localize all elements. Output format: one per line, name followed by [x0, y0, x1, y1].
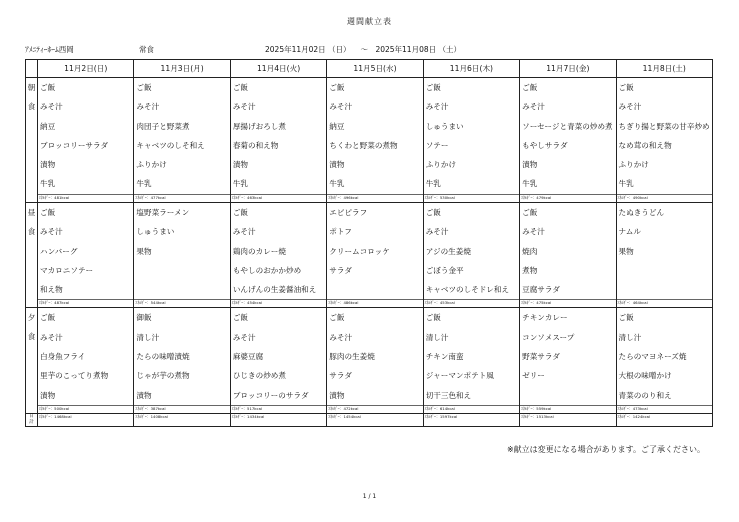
menu-item	[617, 280, 712, 299]
menu-item: みそ汁	[329, 102, 353, 112]
menu-item: なめ茸の和え物	[618, 140, 672, 150]
energy-value: ｴﾈﾙｷﾞｰ：454kcal	[231, 299, 326, 306]
menu-item: みそ汁	[232, 332, 256, 342]
menu-item: 果物	[618, 246, 634, 256]
menu-item: ご飯	[136, 83, 152, 92]
day-header: 11月8日(土)	[616, 60, 712, 78]
menu-cell	[134, 202, 230, 307]
energy-value: ｴﾈﾙｷﾞｰ：486kcal	[327, 299, 422, 306]
menu-item: いんげんの生姜醤油和え	[232, 285, 317, 295]
menu-item: みそ汁	[522, 102, 545, 112]
menu-item: みそ汁	[425, 102, 449, 112]
menu-item: 漬物	[232, 160, 249, 170]
menu-item: ご飯	[40, 207, 56, 217]
page-title: 週間献立表	[347, 17, 392, 26]
energy-value: ｴﾈﾙｷﾞｰ：500kcal	[38, 405, 133, 412]
menu-item: 清し汁	[618, 332, 642, 342]
energy-value: ｴﾈﾙｷﾞｰ：487kcal	[38, 299, 133, 306]
menu-item: ブロッコリーサラダ	[40, 140, 109, 150]
menu-item: みそ汁	[40, 227, 63, 237]
day-header-row	[26, 60, 713, 78]
menu-item: たらの味噌漬焼	[136, 351, 190, 361]
menu-cell	[520, 308, 616, 413]
menu-cell	[616, 202, 712, 307]
menu-item: 和え物	[40, 285, 63, 295]
menu-item: みそ汁	[232, 227, 256, 237]
meal-type: 常食	[139, 45, 154, 54]
change-notice: ※献立は変更になる場合があります。ご了承ください。	[506, 445, 705, 454]
menu-item: ご飯	[232, 207, 249, 217]
menu-cell	[38, 202, 134, 307]
menu-item: 果物	[136, 246, 152, 256]
energy-value: ｴﾈﾙｷﾞｰ：387kcal	[134, 405, 229, 412]
menu-item: 切干三色和え	[425, 390, 472, 400]
menu-item: みそ汁	[522, 227, 545, 237]
energy-value: ｴﾈﾙｷﾞｰ：517kcal	[231, 405, 326, 412]
menu-item: 御飯	[136, 313, 152, 323]
menu-item: 塩野菜ラーメン	[136, 207, 190, 217]
menu-item: 牛乳	[232, 179, 249, 189]
menu-item: ご飯	[40, 313, 56, 323]
menu-cell	[230, 202, 326, 307]
menu-item: みそ汁	[329, 332, 353, 342]
day-header: 11月6日(木)	[423, 60, 519, 78]
menu-item: ポトフ	[329, 227, 352, 237]
energy-value: ｴﾈﾙｷﾞｰ：496kcal	[327, 194, 422, 201]
menu-item: 牛乳	[618, 179, 634, 189]
menu-item: みそ汁	[40, 102, 63, 112]
menu-item: 厚揚げおろし煮	[232, 121, 286, 131]
menu-cell	[520, 78, 616, 203]
menu-item: たらのマヨネーズ焼	[618, 351, 687, 361]
menu-item: ナムル	[618, 227, 641, 237]
menu-cell	[616, 308, 712, 413]
meal-label: 昼 食	[26, 202, 38, 307]
menu-cell	[230, 308, 326, 413]
menu-item: 牛乳	[522, 179, 538, 189]
menu-item: 豆腐サラダ	[522, 285, 561, 295]
energy-value: ｴﾈﾙｷﾞｰ：453kcal	[424, 299, 519, 306]
energy-value: ｴﾈﾙｷﾞｰ：559kcal	[520, 405, 615, 412]
menu-item: マカロニソテー	[40, 265, 94, 275]
menu-item: ひじきの炒め煮	[232, 371, 286, 381]
daily-total: ｴﾈﾙｷﾞｰ：1408kcal	[134, 413, 230, 426]
day-header: 11月2日(日)	[38, 60, 134, 78]
menu-item: ふりかけ	[136, 160, 167, 170]
menu-item: しゅうまい	[136, 227, 175, 237]
menu-item: ご飯	[618, 313, 634, 323]
menu-item: ご飯	[522, 83, 538, 92]
menu-cell	[38, 308, 134, 413]
menu-item: 漬物	[329, 390, 345, 400]
daily-total: ｴﾈﾙｷﾞｰ：1468kcal	[38, 413, 134, 426]
menu-item: 里芋のこってり煮物	[40, 371, 109, 381]
menu-item: ジャーマンポテト風	[425, 371, 494, 381]
meal-row	[26, 202, 713, 307]
menu-item: ちくわと野菜の煮物	[329, 140, 398, 150]
menu-item: ふりかけ	[425, 160, 457, 170]
menu-item: ご飯	[618, 83, 634, 92]
day-header: 11月3日(月)	[134, 60, 230, 78]
menu-cell	[327, 78, 423, 203]
menu-item: ふりかけ	[618, 160, 649, 170]
menu-item: 豚肉の生姜焼	[329, 351, 375, 361]
menu-item: 漬物	[136, 390, 152, 400]
menu-item: しゅうまい	[425, 121, 464, 131]
menu-item	[617, 261, 712, 280]
energy-value: ｴﾈﾙｷﾞｰ：544kcal	[134, 299, 229, 306]
menu-item: 牛乳	[329, 179, 345, 189]
energy-value: ｴﾈﾙｷﾞｰ：473kcal	[617, 405, 712, 412]
menu-item: コンソメスープ	[522, 332, 575, 342]
menu-item: 牛乳	[40, 179, 56, 189]
menu-item: 納豆	[329, 121, 345, 131]
energy-value: ｴﾈﾙｷﾞｰ：475kcal	[520, 299, 615, 306]
menu-item: ご飯	[425, 313, 441, 323]
menu-item: ブロッコリーのサラダ	[232, 390, 309, 400]
menu-item: もやしのおかか炒め	[232, 265, 302, 275]
menu-cell	[423, 308, 519, 413]
menu-cell	[134, 78, 230, 203]
day-header: 11月4日(火)	[230, 60, 326, 78]
menu-item: もやしサラダ	[522, 140, 568, 150]
menu-cell	[423, 78, 519, 203]
menu-item: 清し汁	[425, 332, 449, 342]
menu-item: 焼肉	[522, 246, 538, 256]
menu-item: キャベツのしそ和え	[136, 140, 205, 150]
menu-cell	[520, 202, 616, 307]
energy-value: ｴﾈﾙｷﾞｰ：530kcal	[424, 194, 519, 201]
menu-item: 納豆	[40, 121, 56, 131]
day-header: 11月7日(金)	[520, 60, 616, 78]
menu-item: ご飯	[232, 313, 249, 323]
menu-cell	[327, 308, 423, 413]
menu-item: クリームコロッケ	[329, 246, 390, 256]
daily-total: ｴﾈﾙｷﾞｰ：1513kcal	[520, 413, 616, 426]
menu-item: 大根の味噌かけ	[618, 371, 672, 381]
menu-item: 青菜ののり和え	[618, 390, 672, 400]
menu-item: たぬきうどん	[618, 207, 665, 217]
menu-item	[134, 261, 229, 280]
menu-item: サラダ	[329, 265, 352, 275]
menu-cell	[134, 308, 230, 413]
menu-item: じゃが芋の煮物	[136, 371, 190, 381]
menu-item: ハンバーグ	[40, 246, 78, 256]
energy-value: ｴﾈﾙｷﾞｰ：463kcal	[231, 194, 326, 201]
menu-item: 漬物	[522, 160, 538, 170]
day-header: 11月5日(水)	[327, 60, 423, 78]
menu-item: キャベツのしそドレ和え	[425, 285, 510, 295]
menu-item: みそ汁	[425, 227, 449, 237]
menu-item: ご飯	[425, 207, 441, 217]
menu-item: みそ汁	[232, 102, 256, 112]
menu-item: ご飯	[425, 83, 441, 92]
menu-item	[327, 280, 422, 299]
meal-row	[26, 78, 713, 203]
corner-cell	[26, 60, 38, 78]
menu-item: みそ汁	[40, 332, 63, 342]
menu-cell	[327, 202, 423, 307]
daily-total: ｴﾈﾙｷﾞｰ：1454kcal	[327, 413, 423, 426]
energy-value: ｴﾈﾙｷﾞｰ：479kcal	[520, 194, 615, 201]
menu-item: ご飯	[232, 83, 249, 92]
meal-label: 朝 食	[26, 78, 38, 203]
menu-item: チキンカレー	[522, 313, 568, 323]
menu-item: 野菜サラダ	[522, 351, 561, 361]
menu-item: アジの生姜焼	[425, 246, 471, 256]
menu-item: 麻婆豆腐	[232, 351, 264, 361]
menu-item: ご飯	[329, 313, 345, 323]
page-number: 1 / 1	[362, 493, 377, 500]
daily-total: ｴﾈﾙｷﾞｰ：1597kcal	[423, 413, 519, 426]
menu-item: 白身魚フライ	[40, 351, 86, 361]
menu-item: ソテー	[425, 140, 449, 150]
menu-period: 2025年11月02日 （日） 〜 2025年11月08日 （土）	[265, 45, 461, 54]
menu-item: ご飯	[329, 83, 345, 92]
energy-value: ｴﾈﾙｷﾞｰ：477kcal	[134, 194, 229, 201]
weekly-menu-table	[25, 59, 713, 427]
menu-cell	[230, 78, 326, 203]
menu-item: チキン南蛮	[425, 351, 464, 361]
menu-item: みそ汁	[136, 102, 160, 112]
daily-total: ｴﾈﾙｷﾞｰ：1434kcal	[230, 413, 326, 426]
menu-item: 鶏肉のカレー焼	[232, 246, 286, 256]
menu-item: 牛乳	[425, 179, 441, 189]
meal-label: 夕 食	[26, 308, 38, 413]
daily-total: ｴﾈﾙｷﾞｰ：1424kcal	[616, 413, 712, 426]
energy-value: ｴﾈﾙｷﾞｰ：481kcal	[38, 194, 133, 201]
menu-item: ちぎり揚と野菜の甘辛炒め	[618, 121, 710, 131]
menu-item: エビピラフ	[329, 207, 368, 217]
facility-name: ｱﾒﾆﾃｨｰﾎｰﾑ西岡	[25, 45, 74, 54]
menu-item: 春菊の和え物	[232, 140, 279, 150]
energy-value: ｴﾈﾙｷﾞｰ：464kcal	[617, 299, 712, 306]
menu-item	[520, 386, 615, 405]
menu-item: 漬物	[40, 390, 56, 400]
menu-cell	[616, 78, 712, 203]
menu-item: ご飯	[40, 83, 56, 92]
menu-item: サラダ	[329, 371, 352, 381]
menu-cell	[423, 202, 519, 307]
meal-row	[26, 308, 713, 413]
menu-cell	[38, 78, 134, 203]
menu-item: 煮物	[522, 265, 538, 275]
menu-item: ゼリー	[522, 371, 545, 381]
menu-item: 清し汁	[136, 332, 160, 342]
energy-value: ｴﾈﾙｷﾞｰ：490kcal	[617, 194, 712, 201]
menu-item: 牛乳	[136, 179, 152, 189]
menu-item: 肉団子と野菜煮	[136, 121, 190, 131]
menu-item	[134, 280, 229, 299]
daily-total-row	[26, 413, 713, 426]
menu-item: ソーセージと青菜の炒め煮	[522, 121, 613, 131]
menu-item: みそ汁	[618, 102, 642, 112]
energy-value: ｴﾈﾙｷﾞｰ：472kcal	[327, 405, 422, 412]
menu-item: ご飯	[522, 207, 538, 217]
energy-value: ｴﾈﾙｷﾞｰ：614kcal	[424, 405, 519, 412]
menu-item: ごぼう金平	[425, 265, 464, 275]
total-label: 日 計	[26, 413, 38, 426]
menu-item: 漬物	[329, 160, 345, 170]
menu-item: 漬物	[40, 160, 56, 170]
